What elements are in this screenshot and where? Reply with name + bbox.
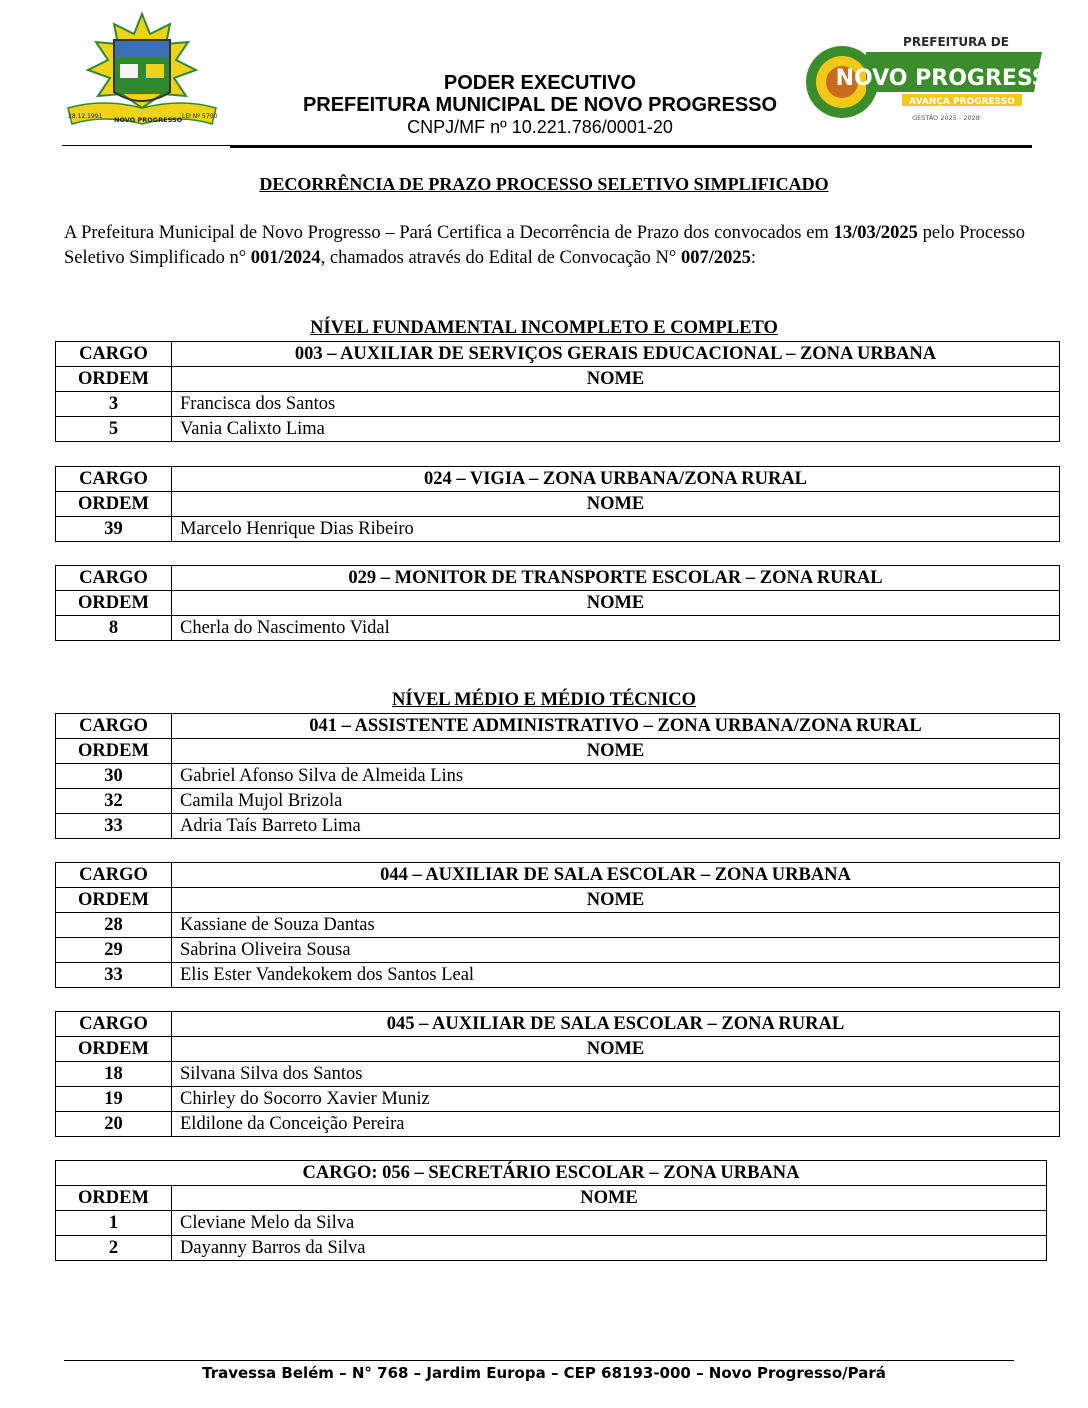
footer-address: Travessa Belém – N° 768 – Jardim Europa – CEP 68193-000 – Novo Progresso/Pará bbox=[202, 1364, 886, 1382]
certification-paragraph bbox=[64, 221, 1025, 271]
nome-cell: Dayanny Barros da Silva bbox=[172, 1236, 1047, 1261]
nome-cell: Marcelo Henrique Dias Ribeiro bbox=[172, 517, 1060, 542]
cargo-table-029 bbox=[55, 565, 1060, 641]
cargo-title: CARGO: 056 – SECRETÁRIO ESCOLAR – ZONA URBANA bbox=[56, 1161, 1047, 1186]
cargo-table-024 bbox=[55, 466, 1060, 542]
header-cnpj: CNPJ/MF nº 10.221.786/0001-20 bbox=[407, 117, 673, 137]
table-row bbox=[56, 616, 1060, 641]
nome-header: NOME bbox=[172, 492, 1060, 517]
cargo-label: CARGO bbox=[56, 863, 172, 888]
nome-cell: Adria Taís Barreto Lima bbox=[172, 814, 1060, 839]
cargo-row bbox=[56, 1161, 1047, 1186]
table-row bbox=[56, 517, 1060, 542]
prefeitura-logo-icon bbox=[806, 30, 1067, 130]
column-header-row bbox=[56, 888, 1060, 913]
paragraph-date: 13/03/2025 bbox=[833, 223, 918, 243]
crest-name-text: NOVO PROGRESSO bbox=[114, 116, 183, 124]
nome-header: NOME bbox=[172, 739, 1060, 764]
table-row bbox=[56, 963, 1060, 988]
paragraph-text-3: , chamados através do Edital de Convocação N° bbox=[320, 248, 681, 268]
ordem-cell: 5 bbox=[56, 417, 172, 442]
table-row bbox=[56, 1062, 1060, 1087]
cargo-label: CARGO bbox=[56, 714, 172, 739]
cargo-table-044 bbox=[55, 862, 1060, 988]
nome-cell: Gabriel Afonso Silva de Almeida Lins bbox=[172, 764, 1060, 789]
column-header-row bbox=[56, 591, 1060, 616]
document-title: DECORRÊNCIA DE PRAZO PROCESSO SELETIVO SIMPLIFICADO bbox=[259, 174, 829, 194]
table-row bbox=[56, 913, 1060, 938]
cargo-label: CARGO bbox=[56, 342, 172, 367]
nome-cell: Chirley do Socorro Xavier Muniz bbox=[172, 1087, 1060, 1112]
ordem-cell: 1 bbox=[56, 1211, 172, 1236]
nome-cell: Kassiane de Souza Dantas bbox=[172, 913, 1060, 938]
header-line-1: PODER EXECUTIVO bbox=[443, 72, 637, 94]
logo-tagline-text: AVANÇA PROGRESSO bbox=[909, 97, 1015, 107]
cargo-title: 045 – AUXILIAR DE SALA ESCOLAR – ZONA RURAL bbox=[172, 1012, 1060, 1037]
ordem-cell: 3 bbox=[56, 392, 172, 417]
table-row bbox=[56, 814, 1060, 839]
table-row bbox=[56, 1211, 1047, 1236]
ordem-cell: 32 bbox=[56, 789, 172, 814]
nome-cell: Camila Mujol Brizola bbox=[172, 789, 1060, 814]
table-row bbox=[56, 1236, 1047, 1261]
column-header-row bbox=[56, 1037, 1060, 1062]
nome-cell: Vania Calixto Lima bbox=[172, 417, 1060, 442]
logo-main-text: NOVO PROGRESSO bbox=[835, 66, 1067, 91]
letterhead bbox=[240, 72, 840, 138]
table-row bbox=[56, 1112, 1060, 1137]
ordem-cell: 8 bbox=[56, 616, 172, 641]
ordem-cell: 19 bbox=[56, 1087, 172, 1112]
ordem-cell: 20 bbox=[56, 1112, 172, 1137]
paragraph-text-2: pelo Processo Seletivo Simplificado n° bbox=[64, 223, 1026, 268]
table-row bbox=[56, 1087, 1060, 1112]
cargo-title: 024 – VIGIA – ZONA URBANA/ZONA RURAL bbox=[172, 467, 1060, 492]
nome-cell: Silvana Silva dos Santos bbox=[172, 1062, 1060, 1087]
cargo-row bbox=[56, 467, 1060, 492]
municipal-crest-icon bbox=[62, 12, 222, 130]
cargo-label: CARGO bbox=[56, 1012, 172, 1037]
header-line-2: PREFEITURA MUNICIPAL DE NOVO PROGRESSO bbox=[302, 94, 778, 116]
cargo-row bbox=[56, 342, 1060, 367]
cargo-title: 003 – AUXILIAR DE SERVIÇOS GERAIS EDUCACIONAL – ZONA URBANA bbox=[172, 342, 1060, 367]
table-row bbox=[56, 764, 1060, 789]
ordem-cell: 33 bbox=[56, 963, 172, 988]
column-header-row bbox=[56, 367, 1060, 392]
table-row bbox=[56, 938, 1060, 963]
logo-top-text: PREFEITURA DE bbox=[903, 35, 1009, 49]
cargo-table-041 bbox=[55, 713, 1060, 839]
cargo-title: 029 – MONITOR DE TRANSPORTE ESCOLAR – ZONA RURAL bbox=[172, 566, 1060, 591]
header-divider-thick bbox=[230, 146, 1032, 148]
cargo-row bbox=[56, 714, 1060, 739]
section-title-fundamental: NÍVEL FUNDAMENTAL INCOMPLETO E COMPLETO bbox=[310, 318, 778, 338]
table-row bbox=[56, 417, 1060, 442]
section-title-medio: NÍVEL MÉDIO E MÉDIO TÉCNICO bbox=[392, 690, 696, 710]
footer-divider bbox=[64, 1360, 1014, 1361]
nome-cell: Eldilone da Conceição Pereira bbox=[172, 1112, 1060, 1137]
paragraph-text-4: : bbox=[750, 248, 756, 268]
cargo-row bbox=[56, 863, 1060, 888]
ordem-header: ORDEM bbox=[56, 888, 172, 913]
ordem-cell: 30 bbox=[56, 764, 172, 789]
ordem-header: ORDEM bbox=[56, 492, 172, 517]
cargo-table-045 bbox=[55, 1011, 1060, 1137]
cargo-table-003 bbox=[55, 341, 1060, 442]
crest-date-text: 28.12.1991 bbox=[68, 113, 103, 120]
ordem-cell: 39 bbox=[56, 517, 172, 542]
table-row bbox=[56, 789, 1060, 814]
cargo-title: 041 – ASSISTENTE ADMINISTRATIVO – ZONA URBANA/ZONA RURAL bbox=[172, 714, 1060, 739]
ordem-header: ORDEM bbox=[56, 1037, 172, 1062]
paragraph-text-1: A Prefeitura Municipal de Novo Progresso – Pará Certifica a Decorrência de Prazo dos convocados em bbox=[64, 223, 834, 243]
column-header-row bbox=[56, 492, 1060, 517]
nome-cell: Francisca dos Santos bbox=[172, 392, 1060, 417]
ordem-cell: 33 bbox=[56, 814, 172, 839]
paragraph-process-number: 001/2024 bbox=[250, 248, 321, 268]
ordem-header: ORDEM bbox=[56, 1186, 172, 1211]
cargo-table-056 bbox=[55, 1160, 1047, 1261]
nome-header: NOME bbox=[172, 367, 1060, 392]
ordem-header: ORDEM bbox=[56, 739, 172, 764]
nome-cell: Elis Ester Vandekokem dos Santos Leal bbox=[172, 963, 1060, 988]
ordem-cell: 29 bbox=[56, 938, 172, 963]
paragraph-edital-number: 007/2025 bbox=[680, 248, 751, 268]
ordem-header: ORDEM bbox=[56, 591, 172, 616]
ordem-cell: 2 bbox=[56, 1236, 172, 1261]
ordem-cell: 28 bbox=[56, 913, 172, 938]
nome-header: NOME bbox=[172, 591, 1060, 616]
cargo-label: CARGO bbox=[56, 467, 172, 492]
nome-cell: Cleviane Melo da Silva bbox=[172, 1211, 1047, 1236]
cargo-title: 044 – AUXILIAR DE SALA ESCOLAR – ZONA URBANA bbox=[172, 863, 1060, 888]
crest-law-text: LEI Nº 5700 bbox=[182, 113, 218, 120]
ordem-cell: 18 bbox=[56, 1062, 172, 1087]
cargo-row bbox=[56, 566, 1060, 591]
nome-header: NOME bbox=[172, 1037, 1060, 1062]
nome-header: NOME bbox=[172, 1186, 1047, 1211]
table-row bbox=[56, 392, 1060, 417]
column-header-row bbox=[56, 739, 1060, 764]
logo-term-text: GESTÃO 2025 - 2028 bbox=[912, 114, 980, 122]
nome-cell: Cherla do Nascimento Vidal bbox=[172, 616, 1060, 641]
nome-cell: Sabrina Oliveira Sousa bbox=[172, 938, 1060, 963]
cargo-label: CARGO bbox=[56, 566, 172, 591]
column-header-row bbox=[56, 1186, 1047, 1211]
ordem-header: ORDEM bbox=[56, 367, 172, 392]
cargo-row bbox=[56, 1012, 1060, 1037]
nome-header: NOME bbox=[172, 888, 1060, 913]
